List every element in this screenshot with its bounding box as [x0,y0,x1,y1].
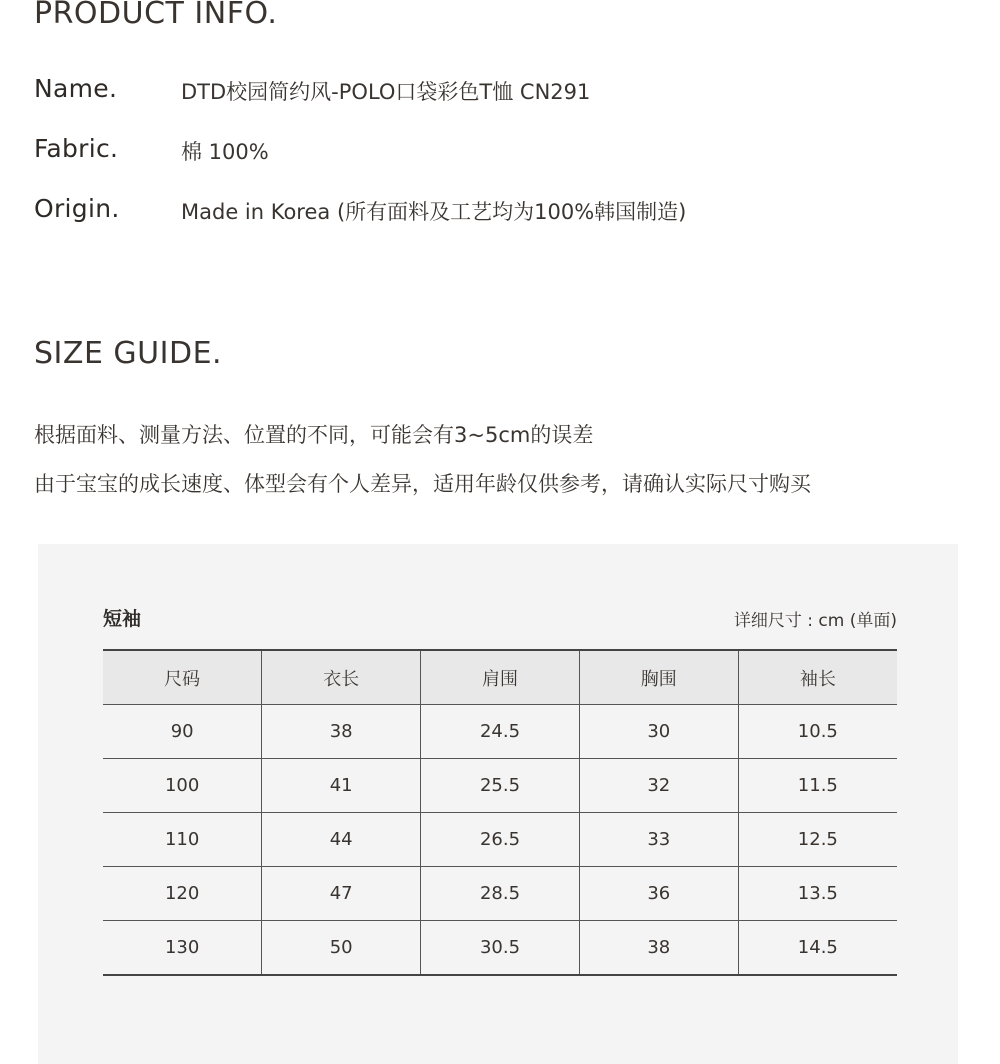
cell-sleeve: 14.5 [738,921,897,976]
cell-size: 110 [103,813,262,867]
table-row [103,921,897,976]
cell-chest: 30 [579,705,738,759]
size-table-panel [38,544,958,1064]
cell-sleeve: 12.5 [738,813,897,867]
cell-size: 120 [103,867,262,921]
cell-chest: 33 [579,813,738,867]
header-chest: 胸围 [579,650,738,705]
fabric-label: Fabric. [34,134,119,163]
header-length: 衣长 [262,650,421,705]
cell-length: 38 [262,705,421,759]
cell-length: 41 [262,759,421,813]
cell-sleeve: 11.5 [738,759,897,813]
cell-chest: 36 [579,867,738,921]
header-shoulder: 肩围 [421,650,580,705]
info-row-name [34,74,974,108]
cell-shoulder: 28.5 [421,867,580,921]
fabric-value: 棉 100% [181,140,269,164]
cell-length: 50 [262,921,421,976]
cell-sleeve: 13.5 [738,867,897,921]
size-note-measurement: 根据面料、测量方法、位置的不同，可能会有3~5cm的误差 [34,423,594,447]
cell-shoulder: 25.5 [421,759,580,813]
header-sleeve: 袖长 [738,650,897,705]
cell-chest: 38 [579,921,738,976]
header-size: 尺码 [103,650,262,705]
origin-value: Made in Korea (所有面料及工艺均为100%韩国制造) [181,200,687,224]
table-row [103,867,897,921]
name-value: DTD校园简约风-POLO口袋彩色T恤 CN291 [181,80,591,104]
size-table [103,649,897,976]
table-header-row [103,650,897,705]
cell-sleeve: 10.5 [738,705,897,759]
cell-length: 47 [262,867,421,921]
table-unit-note: 详细尺寸 : cm (单面) [733,611,897,631]
table-title: 短袖 [103,608,142,630]
table-row [103,759,897,813]
origin-label: Origin. [34,194,120,223]
product-info-title: PRODUCT INFO. [34,0,278,31]
cell-length: 44 [262,813,421,867]
cell-size: 130 [103,921,262,976]
cell-size: 100 [103,759,262,813]
cell-size: 90 [103,705,262,759]
info-row-origin [34,194,974,228]
cell-shoulder: 30.5 [421,921,580,976]
table-row [103,813,897,867]
cell-chest: 32 [579,759,738,813]
info-row-fabric [34,134,974,168]
table-row [103,705,897,759]
size-guide-title: SIZE GUIDE. [34,336,223,371]
name-label: Name. [34,74,118,103]
cell-shoulder: 24.5 [421,705,580,759]
size-note-age: 由于宝宝的成长速度、体型会有个人差异，适用年龄仅供参考，请确认实际尺寸购买 [34,472,811,496]
cell-shoulder: 26.5 [421,813,580,867]
